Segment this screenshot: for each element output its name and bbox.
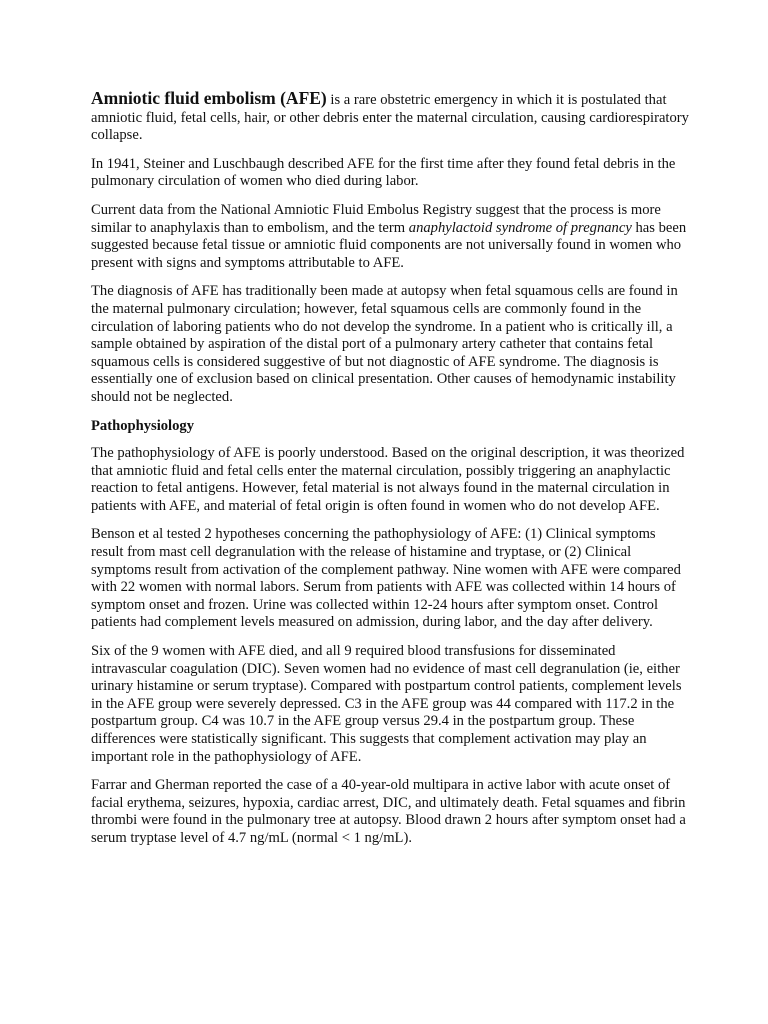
intro-paragraph [91, 90, 691, 145]
document-page [91, 90, 691, 859]
article-title: Amniotic fluid embolism (AFE) [91, 88, 327, 108]
registry-text-before: Current data from the National Amniotic Fluid Embolus Registry suggest that the process is more similar to anaphylaxis than to embolism, and the term [91, 201, 661, 236]
registry-text-after: has been suggested because fetal tissue or amniotic fluid components are not universally found in women who present with signs and symptoms attributable to AFE. [91, 219, 687, 271]
registry-term: anaphylactoid syndrome of pregnancy [408, 219, 632, 236]
intro-text: is a rare obstetric emergency in which it is postulated that amniotic fluid, fetal cells, hair, or other debris enter the maternal circulation, causing cardiorespiratory collapse. [91, 92, 689, 144]
pathophysiology-paragraph-1: The pathophysiology of AFE is poorly understood. Based on the original description, it was theorized that amniotic fluid and fetal cells enter the maternal circulation, possibly triggering an anaphylactic reaction to fetal antigens. However, fetal material is not always found in the maternal circulation in patients with AFE, and material of fetal origin is often found in women who do not develop AFE. [91, 445, 685, 514]
registry-paragraph [91, 202, 691, 272]
history-paragraph: In 1941, Steiner and Luschbaugh described AFE for the first time after they found fetal debris in the pulmonary circulation of women who died during labor. [91, 155, 676, 190]
pathophysiology-paragraph-4: Farrar and Gherman reported the case of a 40-year-old multipara in active labor with acute onset of facial erythema, seizures, hypoxia, cardiac arrest, DIC, and ultimately death. Fetal squames and fibrin thrombi were found in the pulmonary tree at autopsy. Blood drawn 2 hours after symptom onset had a serum tryptase level of 4.7 ng/mL (normal < 1 ng/mL). [91, 777, 686, 846]
pathophysiology-paragraph-2: Benson et al tested 2 hypotheses concerning the pathophysiology of AFE: (1) Clinical symptoms result from mast cell degranulation with the release of histamine and tryptase, or (2) Clinical symptoms result from activation of the complement pathway. Nine women with AFE were compared with 22 women with normal labors. Serum from patients with AFE was collected within 14 hours of symptom onset and frozen. Urine was collected within 12-24 hours after symptom onset. Control patients had complement levels measured on admission, during labor, and the day after delivery. [91, 526, 681, 631]
section-heading: Pathophysiology [91, 417, 194, 434]
pathophysiology-paragraph-3: Six of the 9 women with AFE died, and all 9 required blood transfusions for disseminated intravascular coagulation (DIC). Seven women had no evidence of mast cell degranulation (ie, either urinary histamine or serum tryptase). Compared with postpartum control patients, complement levels in the AFE group were severely depressed. C3 in the AFE group was 44 compared with 117.2 in the postpartum group. C4 was 10.7 in the AFE group versus 29.4 in the postpartum group. These differences were statistically significant. This suggests that complement activation may play an important role in the pathophysiology of AFE. [91, 643, 682, 765]
diagnosis-paragraph: The diagnosis of AFE has traditionally been made at autopsy when fetal squamous cells are found in the maternal pulmonary circulation; however, fetal squamous cells are commonly found in the circulation of laboring patients who do not develop the syndrome. In a patient who is critically ill, a sample obtained by aspiration of the distal port of a pulmonary artery catheter that contains fetal squamous cells is considered suggestive of but not diagnostic of AFE syndrome. The diagnosis is essentially one of exclusion based on clinical presentation. Other causes of hemodynamic instability should not be neglected. [91, 283, 678, 405]
